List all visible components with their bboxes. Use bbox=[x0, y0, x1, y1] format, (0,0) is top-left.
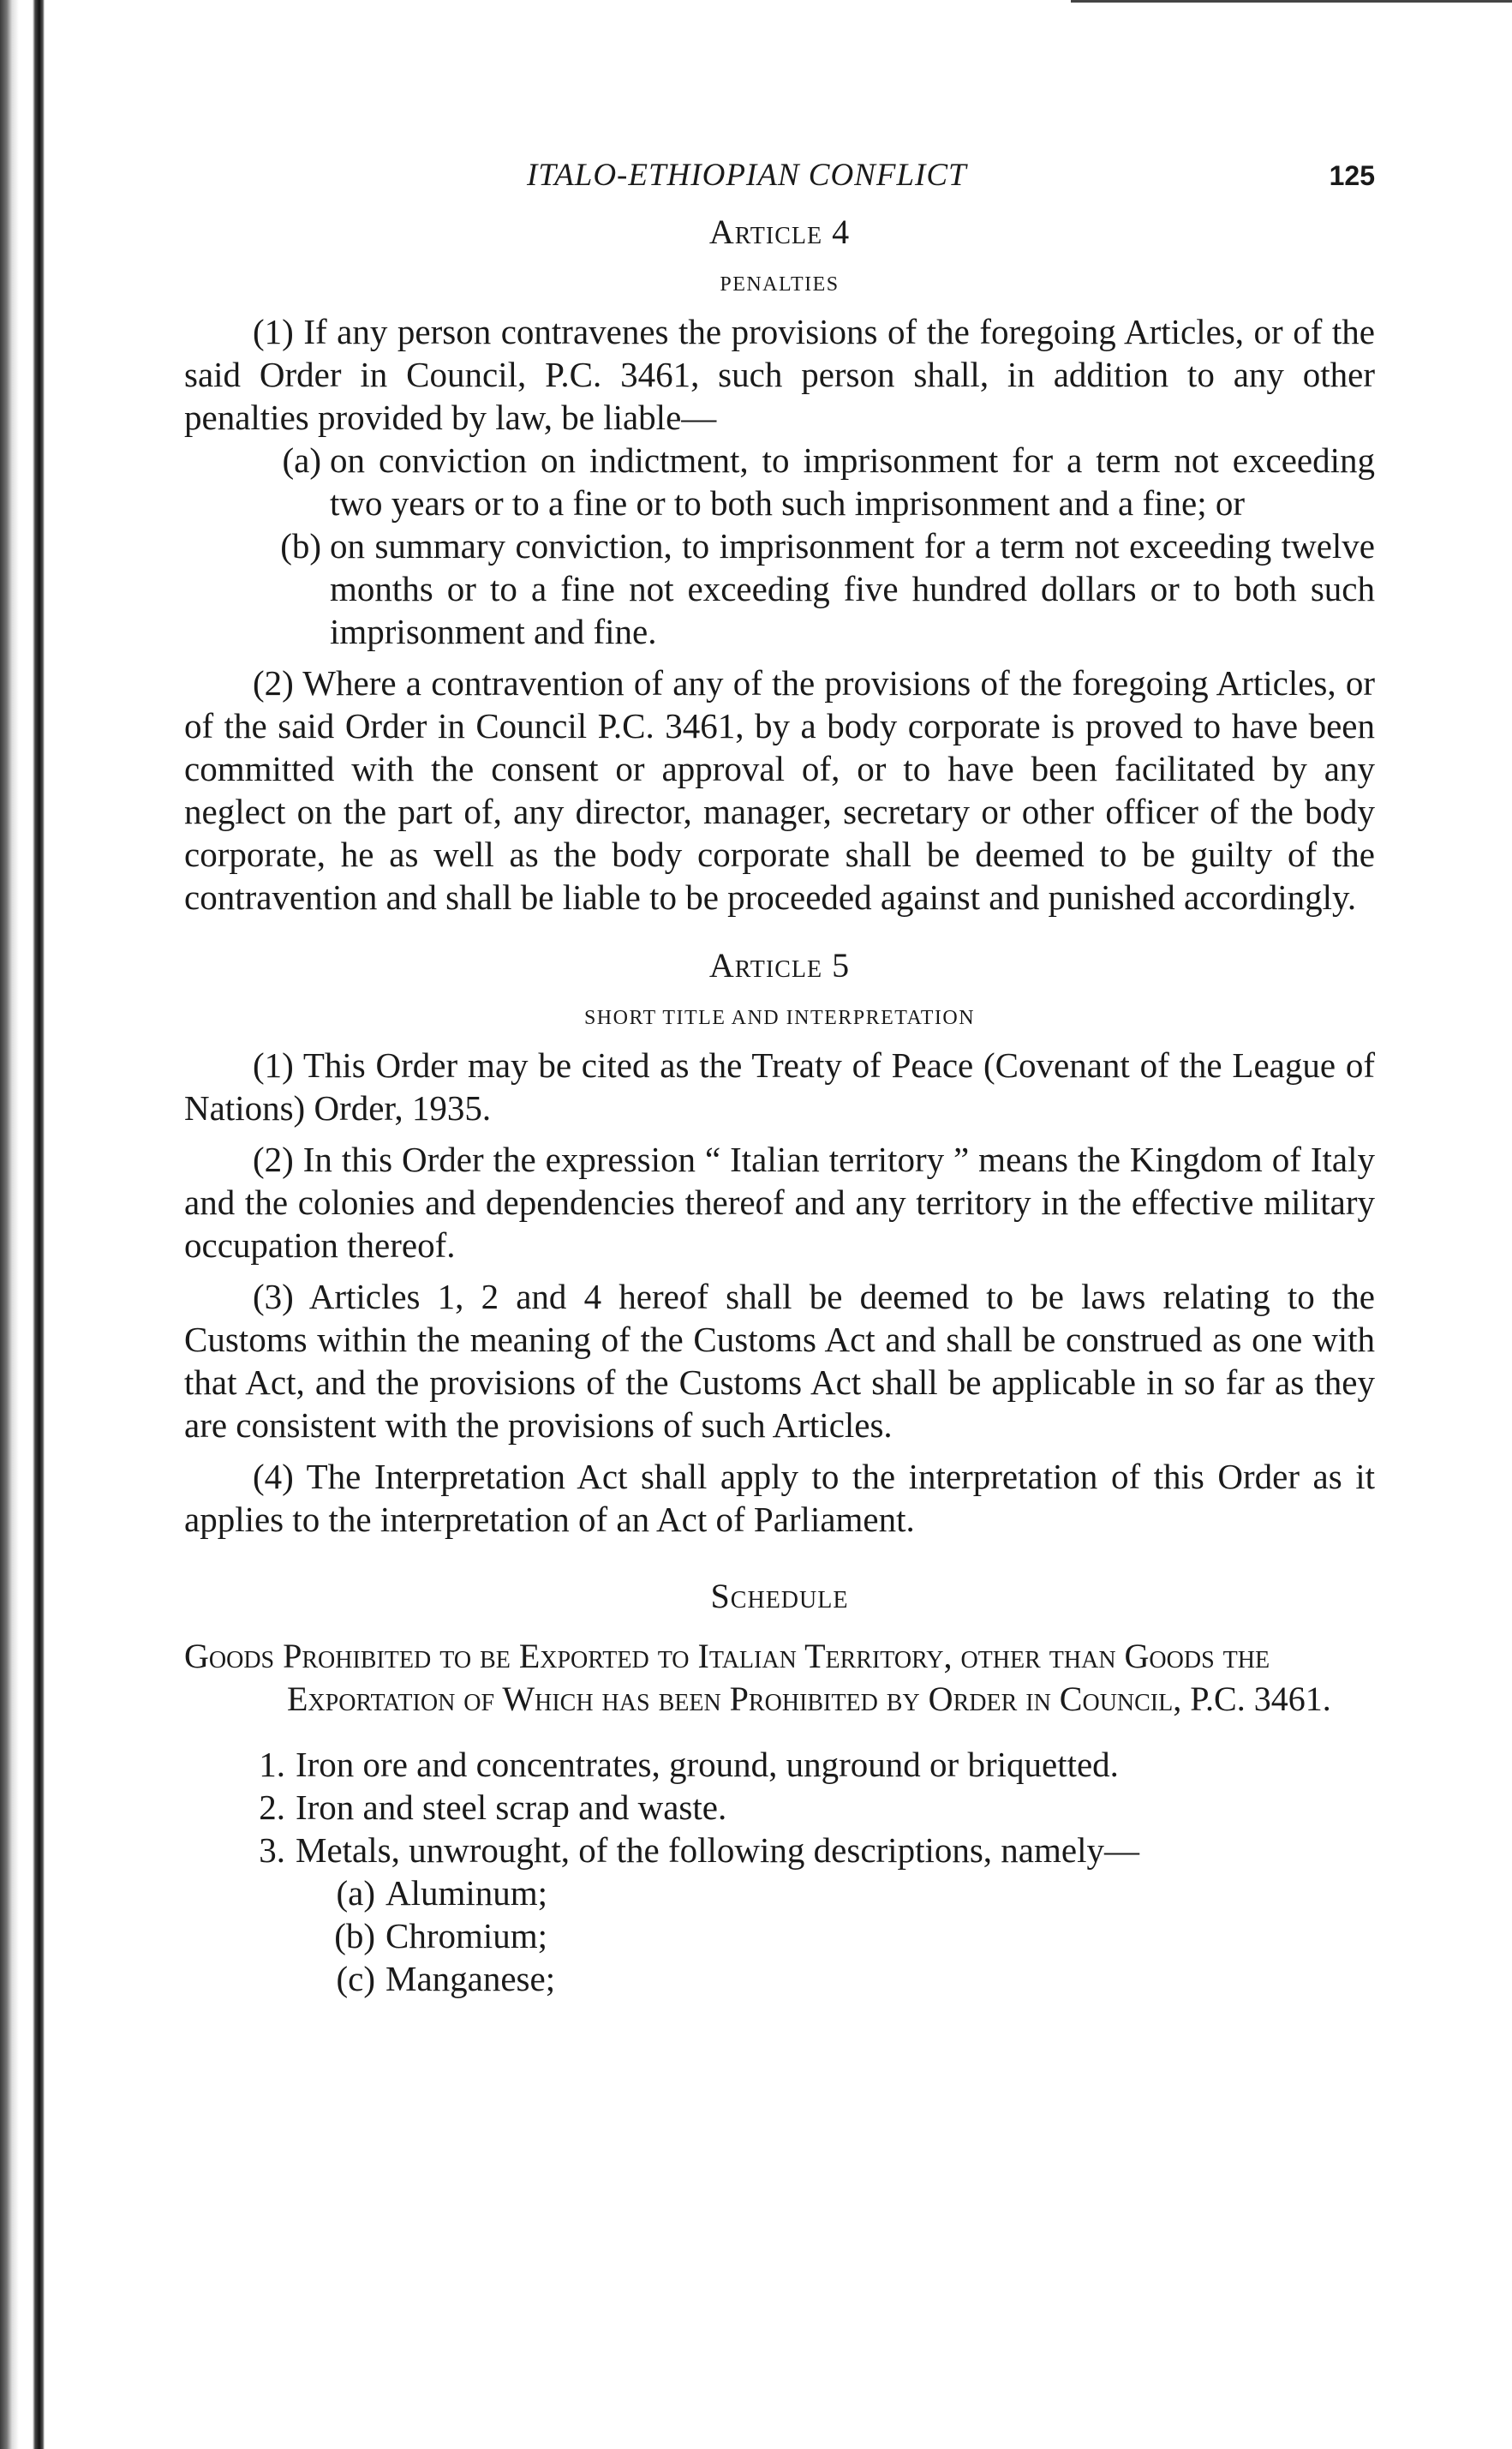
article-5-paragraph-3: (3) Articles 1, 2 and 4 hereof shall be deemed to be laws relating to the Customs within the meaning of the Customs Act and shall be construed as one with that Act, and the provisions of the Customs Act shall be applicable in so far as they are consistent with the provisions of such Articles. bbox=[184, 1277, 1375, 1445]
clause-text: on summary conviction, to imprisonment for a term not exceeding twelve months or to a fine not exceeding five hundred dollars or to both such imprisonment and fine. bbox=[330, 526, 1375, 651]
schedule-heading: Goods Prohibited to be Exported to Italian Territory, other than Goods the Exportation of Which has been Prohibited by Order in Council, P.C. 3461. bbox=[184, 1637, 1331, 1718]
sub-item-text: Chromium; bbox=[385, 1916, 548, 1955]
article-5-subheading: SHORT TITLE AND INTERPRETATION bbox=[583, 1007, 976, 1029]
page-number: 125 bbox=[1329, 160, 1375, 191]
scan-binding-edge bbox=[0, 0, 45, 2449]
clause-a bbox=[184, 439, 1375, 524]
schedule-item bbox=[184, 1743, 1375, 1786]
schedule-item bbox=[184, 1829, 1375, 1871]
schedule-title: Schedule bbox=[710, 1577, 849, 1615]
item-text: Iron and steel scrap and waste. bbox=[296, 1787, 727, 1827]
item-text: Metals, unwrought, of the following descriptions, namely— bbox=[296, 1830, 1139, 1870]
item-number: 3. bbox=[259, 1830, 285, 1870]
scan-top-rule bbox=[1071, 0, 1512, 3]
sub-item-letter: (c) bbox=[336, 1959, 375, 1998]
running-title: ITALO-ETHIOPIAN CONFLICT bbox=[527, 158, 967, 193]
sub-item-letter: (a) bbox=[336, 1873, 375, 1913]
article-4-subheading: PENALTIES bbox=[720, 273, 840, 296]
clause-label: (b) bbox=[280, 526, 321, 566]
schedule-item bbox=[184, 1786, 1375, 1829]
schedule-sub-item bbox=[184, 1914, 1375, 1957]
sub-item-text: Aluminum; bbox=[385, 1873, 548, 1913]
article-5-heading: Article 5 bbox=[708, 946, 851, 985]
article-5-paragraph-1: (1) This Order may be cited as the Treaty of Peace (Covenant of the League of Nations) Order, 1935. bbox=[184, 1045, 1375, 1128]
article-5-paragraph-2: (2) In this Order the expression “ Italian territory ” means the Kingdom of Italy and the colonies and dependencies thereof and any territory in the effective military occupation thereof. bbox=[184, 1140, 1375, 1265]
item-number: 2. bbox=[259, 1787, 285, 1827]
sub-item-letter: (b) bbox=[334, 1916, 375, 1955]
article-5-paragraph-4: (4) The Interpretation Act shall apply to the interpretation of this Order as it applies to the interpretation of an Act of Parliament. bbox=[184, 1457, 1375, 1539]
running-header bbox=[184, 154, 1375, 206]
sub-item-text: Manganese; bbox=[385, 1959, 556, 1998]
item-number: 1. bbox=[259, 1745, 285, 1784]
schedule-sub-item bbox=[184, 1957, 1375, 2000]
page-body bbox=[184, 154, 1375, 2000]
article-4-paragraph-2: (2) Where a contravention of any of the provisions of the foregoing Articles, or of the said Order in Council P.C. 3461, by a body corporate is proved to have been committed with the consent or approval of, or to have been facilitated by any neglect on the part of, any director, manager, secretary or other officer of the body corporate, he as well as the body corporate shall be deemed to be guilty of the contravention and shall be liable to be proceeded against and punished accordingly. bbox=[184, 663, 1375, 917]
clause-text: on conviction on indictment, to imprisonment for a term not exceeding two years or to a fine or to both such imprisonment and a fine; or bbox=[330, 440, 1375, 523]
schedule-sub-item bbox=[184, 1871, 1375, 1914]
article-4-heading: Article 4 bbox=[708, 213, 851, 251]
clause-b bbox=[184, 524, 1375, 653]
clause-label: (a) bbox=[282, 440, 321, 480]
item-text: Iron ore and concentrates, ground, unground or briquetted. bbox=[296, 1745, 1119, 1784]
article-4-paragraph-1: (1) If any person contravenes the provisions of the foregoing Articles, or of the said Order in Council, P.C. 3461, such person shall, in addition to any other penalties provided by law, be liable— bbox=[184, 312, 1375, 437]
